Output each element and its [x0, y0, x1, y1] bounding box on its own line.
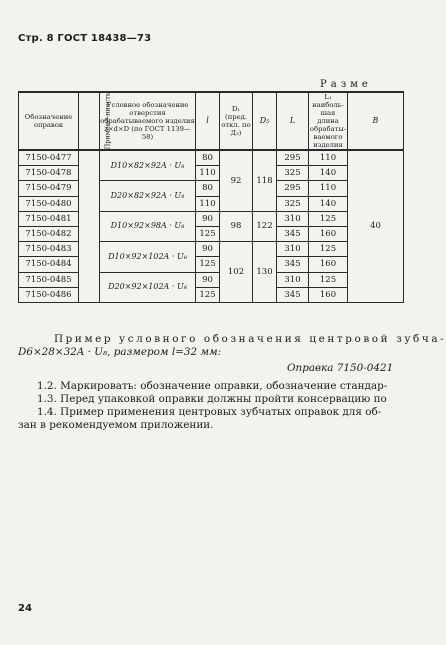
cell-designation: 7150-0481 — [19, 211, 79, 226]
cell-condition: D10×92×98A · U₈ — [100, 211, 196, 241]
col-l1: L₁ наиболь-шая длина обрабаты-ваемого изделия — [309, 93, 347, 149]
table-row — [19, 226, 404, 241]
col-B: B — [348, 92, 404, 150]
cell-designation: 7150-0477 — [19, 150, 79, 166]
cell-d5: 130 — [253, 242, 277, 303]
cell-d5: 122 — [253, 211, 277, 241]
cell-application — [79, 150, 100, 302]
col-l: l — [196, 92, 220, 150]
cell-l1: 125 — [309, 211, 348, 226]
cell-designation: 7150-0480 — [19, 196, 79, 211]
cell-l: 90 — [196, 211, 220, 226]
table-caption: Разме — [320, 79, 372, 90]
cell-designation: 7150-0484 — [19, 257, 79, 272]
cell-l1: 125 — [309, 242, 348, 257]
table-row — [19, 287, 404, 302]
cell-d1: 98 — [220, 211, 253, 241]
cell-l: 110 — [196, 166, 220, 181]
cell-L: 295 — [277, 181, 309, 196]
cell-d1: 102 — [220, 242, 253, 303]
cell-designation: 7150-0483 — [19, 242, 79, 257]
cell-L: 345 — [277, 287, 309, 302]
cell-L: 310 — [277, 242, 309, 257]
cell-B: 40 — [348, 150, 404, 302]
cell-l: 90 — [196, 242, 220, 257]
paragraph-1-4: 1.4. Пример применения центровых зубчатых оправок для об- — [37, 406, 382, 418]
page-header: Стр. 8 ГОСТ 18438—73 — [18, 33, 152, 44]
paragraph-1-3: 1.3. Перед упаковкой оправки должны пройти консервацию по — [37, 393, 387, 405]
cell-L: 325 — [277, 166, 309, 181]
cell-designation: 7150-0486 — [19, 287, 79, 302]
example-line-1: Пример условного обозначения центровой зубча- — [54, 333, 446, 345]
cell-l: 125 — [196, 287, 220, 302]
col-designation: Обозначение оправок — [19, 92, 79, 150]
cell-L: 295 — [277, 150, 309, 166]
example-line-2: D6×28×32A · U₈, размером l=32 мм: — [18, 346, 222, 358]
cell-l1: 160 — [309, 226, 348, 241]
page-number: 24 — [18, 603, 32, 614]
paragraph-1-4-cont: зан в рекомендуемом приложении. — [18, 419, 214, 431]
cell-l1: 110 — [309, 150, 348, 166]
cell-l: 80 — [196, 150, 220, 166]
cell-d1: 92 — [220, 150, 253, 211]
cell-designation: 7150-0478 — [19, 166, 79, 181]
cell-l: 110 — [196, 196, 220, 211]
cell-l: 80 — [196, 181, 220, 196]
cell-d5: 118 — [253, 150, 277, 211]
table-row — [19, 150, 404, 166]
cell-condition: D20×92×102A · U₈ — [100, 272, 196, 302]
cell-L: 345 — [277, 257, 309, 272]
cell-designation: 7150-0482 — [19, 226, 79, 241]
col-L: L — [277, 92, 309, 150]
cell-designation: 7150-0485 — [19, 272, 79, 287]
table-row — [19, 257, 404, 272]
table-row — [19, 166, 404, 181]
cell-condition: D20×82×92A · U₈ — [100, 181, 196, 211]
example-caption: Оправка 7150-0421 — [287, 362, 394, 374]
cell-L: 325 — [277, 196, 309, 211]
cell-l1: 110 — [309, 181, 348, 196]
cell-l: 90 — [196, 272, 220, 287]
col-condition: Условное обозначение отверстия обрабатываемого изделия z×d×D (по ГОСТ 1139—58) — [100, 92, 196, 150]
cell-L: 310 — [277, 211, 309, 226]
cell-l1: 140 — [309, 196, 348, 211]
cell-l1: 160 — [309, 287, 348, 302]
cell-l: 125 — [196, 226, 220, 241]
table-row — [19, 181, 404, 196]
table-row — [19, 242, 404, 257]
cell-condition: D10×92×102A · U₈ — [100, 242, 196, 272]
cell-l1: 125 — [309, 272, 348, 287]
cell-l: 125 — [196, 257, 220, 272]
table-row — [19, 211, 404, 226]
col-application: Примене-ниесть — [79, 92, 100, 150]
cell-l1: 140 — [309, 166, 348, 181]
table-row — [19, 272, 404, 287]
cell-condition: D10×82×92A · U₈ — [100, 150, 196, 181]
col-d1: D₁ (пред. откл. по Д₃) — [220, 92, 253, 150]
paragraph-1-2: 1.2. Маркировать: обозначение оправки, обозначение стандар- — [37, 380, 388, 392]
cell-L: 310 — [277, 272, 309, 287]
cell-L: 345 — [277, 226, 309, 241]
col-d5: D₅ — [253, 92, 277, 150]
cell-l1: 160 — [309, 257, 348, 272]
spec-table — [18, 91, 404, 303]
cell-designation: 7150-0479 — [19, 181, 79, 196]
table-row — [19, 196, 404, 211]
